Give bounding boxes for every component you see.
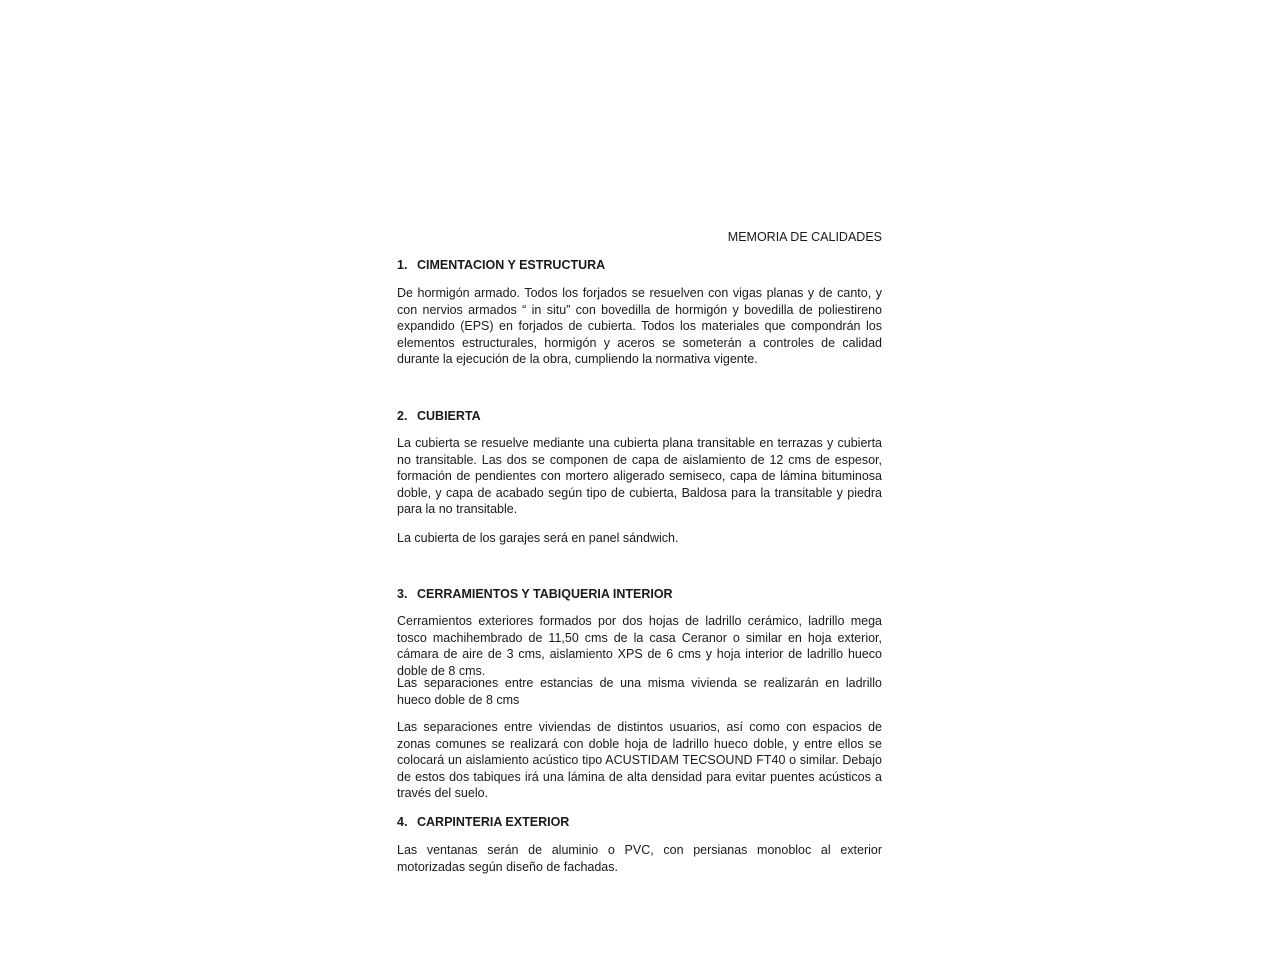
- section-number: 4.: [397, 815, 408, 829]
- section-1-paragraph-1: De hormigón armado. Todos los forjados se resuelven con vigas planas y de canto, y con nervios armados “ in situ” con bovedilla de hormigón y bovedilla de poliestireno expandido (EPS) en forjados de cubierta. Todos los materiales que compondrán los elementos estructurales, hormigón y aceros se someterán a controles de calidad durante la ejecución de la obra, cumpliendo la normativa vigente.: [397, 286, 882, 367]
- section-number: 3.: [397, 587, 408, 601]
- section-2-paragraph-1: La cubierta se resuelve mediante una cubierta plana transitable en terrazas y cubierta no transitable. Las dos se componen de capa de aislamiento de 12 cms de espesor, formación de pendientes con mortero aligerado semiseco, capa de lámina bituminosa doble, y capa de acabado según tipo de cubierta, Baldosa para la transitable y piedra para la no transitable.: [397, 436, 882, 517]
- document-header-title: MEMORIA DE CALIDADES: [727, 230, 882, 244]
- section-heading-1: [397, 257, 605, 273]
- section-title: CUBIERTA: [417, 409, 481, 423]
- section-title: CARPINTERIA EXTERIOR: [417, 815, 570, 829]
- section-3-paragraph-3: Las separaciones entre viviendas de distintos usuarios, así como con espacios de zonas comunes se realizará con doble hoja de ladrillo hueco doble, y entre ellos se colocará un aislamiento acústico tipo ACUSTIDAM TECSOUND FT40 o similar. Debajo de estos dos tabiques irá una lámina de alta densidad para evitar puentes acústicos a través del suelo.: [397, 720, 882, 801]
- section-title: CIMENTACION Y ESTRUCTURA: [417, 258, 606, 272]
- section-heading-4: [397, 814, 569, 830]
- section-number: 1.: [397, 258, 408, 272]
- section-3-paragraph-2: Las separaciones entre estancias de una misma vivienda se realizarán en ladrillo hueco doble de 8 cms: [397, 676, 882, 707]
- section-title: CERRAMIENTOS Y TABIQUERIA INTERIOR: [417, 587, 673, 601]
- section-heading-3: [397, 586, 673, 602]
- section-heading-2: [397, 408, 481, 424]
- section-number: 2.: [397, 409, 408, 423]
- section-2-paragraph-2: La cubierta de los garajes será en panel sándwich.: [397, 531, 679, 545]
- section-3-paragraph-1: Cerramientos exteriores formados por dos hojas de ladrillo cerámico, ladrillo mega tosco machihembrado de 11,50 cms de la casa Ceranor o similar en hoja exterior, cámara de aire de 3 cms, aislamiento XPS de 6 cms y hoja interior de ladrillo hueco doble de 8 cms.: [397, 614, 882, 678]
- document-page: [397, 0, 882, 960]
- section-4-paragraph-1: Las ventanas serán de aluminio o PVC, con persianas monobloc al exterior motorizadas según diseño de fachadas.: [397, 843, 882, 874]
